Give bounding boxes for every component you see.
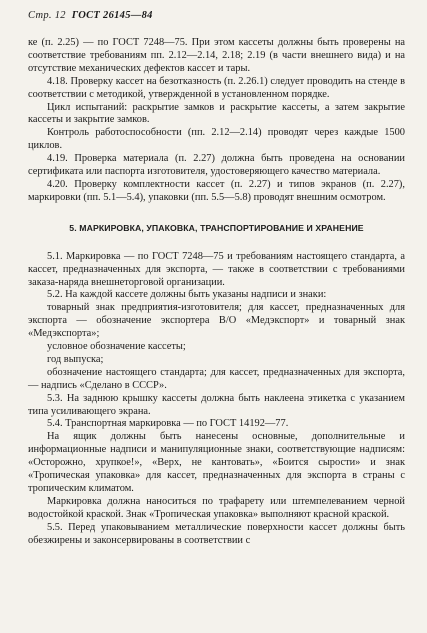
paragraph: На ящик должны быть нанесены основные, дополнительные и информационные надписи и манипуляционные знаки, соответствующие надписям: «Осторожно, хрупкое!», «Верх, не кантовать», «Боится сырости» и знак «Тропическая упаковка» для кассет, предназначенных для экспорта в страны с тропическим климатом. [28, 431, 405, 494]
page-content [28, 37, 405, 548]
paragraph: год выпуска; [47, 353, 104, 365]
paragraph: 5.4. Транспортная маркировка — по ГОСТ 14192—77. [47, 418, 289, 430]
page-header [28, 10, 153, 21]
paragraph: товарный знак предприятия-изготовителя; для кассет, предназначенных для экспорта — обозначение экспортера В/О «Медэкспорт» и товарный знак «Медэкспорта»; [28, 302, 405, 340]
page-number: Стр. 12 [28, 10, 66, 21]
paragraph: обозначение настоящего стандарта; для кассет, предназначенных для экспорта, — надпись «Сделано в СССР». [28, 366, 405, 391]
paragraph: 5.2. На каждой кассете должны быть указаны надписи и знаки: [47, 289, 327, 301]
paragraph: ке (п. 2.25) — по ГОСТ 7248—75. При этом кассеты должны быть проверены на соответствие требованиям пп. 2.12—2.14, 2.18; 2.19 (в части внешнего вида) и на отсутствие механических дефектов кассет и тары. [28, 37, 405, 74]
paragraph: 5.1. Маркировка — по ГОСТ 7248—75 и требованиям настоящего стандарта, а кассет, предназначенных для экспорта, — также в соответствии с требованиями заказа-наряда внешнеторговой организации. [28, 250, 405, 288]
paragraph: условное обозначение кассеты; [47, 341, 186, 353]
paragraph: 4.20. Проверку комплектности кассет (п. 2.27) и типов экранов (п. 2.27), маркировки (пп. 5.1—5.4), упаковки (пп. 5.5—5.8) проводят внешним осмотром. [28, 178, 405, 203]
top-paragraphs [28, 37, 405, 205]
paragraph: 4.18. Проверку кассет на безотказность (п. 2.26.1) следует проводить на стенде в соответствии с методикой, утвержденной в установленном порядке. [28, 75, 405, 100]
paragraph: Контроль работоспособности (пп. 2.12—2.14) проводят через каждые 1500 циклов. [28, 127, 405, 152]
paragraph: 5.5. Перед упаковыванием металлические поверхности кассет должны быть обезжирены и законсервированы в соответствии с [28, 521, 405, 546]
section-title: 5. МАРКИРОВКА, УПАКОВКА, ТРАНСПОРТИРОВАНИЕ И ХРАНЕНИЕ [69, 222, 364, 233]
paragraph: 5.3. На заднюю крышку кассеты должна быть наклеена этикетка с указанием типа усиливающего экрана. [28, 392, 405, 417]
paragraph: Цикл испытаний: раскрытие замков и раскрытие кассеты, а затем закрытие кассеты и закрытие замков. [28, 101, 405, 126]
paragraph: Маркировка должна наноситься по трафарету или штемпелеванием черной водостойкой краской. Знак «Тропическая упаковка» выполняют красной краской. [28, 495, 405, 520]
bottom-paragraphs [28, 251, 405, 548]
paragraph: 4.19. Проверка материала (п. 2.27) должна быть проведена на основании сертификата или паспорта изготовителя, удостоверяющего качество материала. [28, 153, 405, 178]
standard-code: ГОСТ 26145—84 [71, 10, 153, 21]
